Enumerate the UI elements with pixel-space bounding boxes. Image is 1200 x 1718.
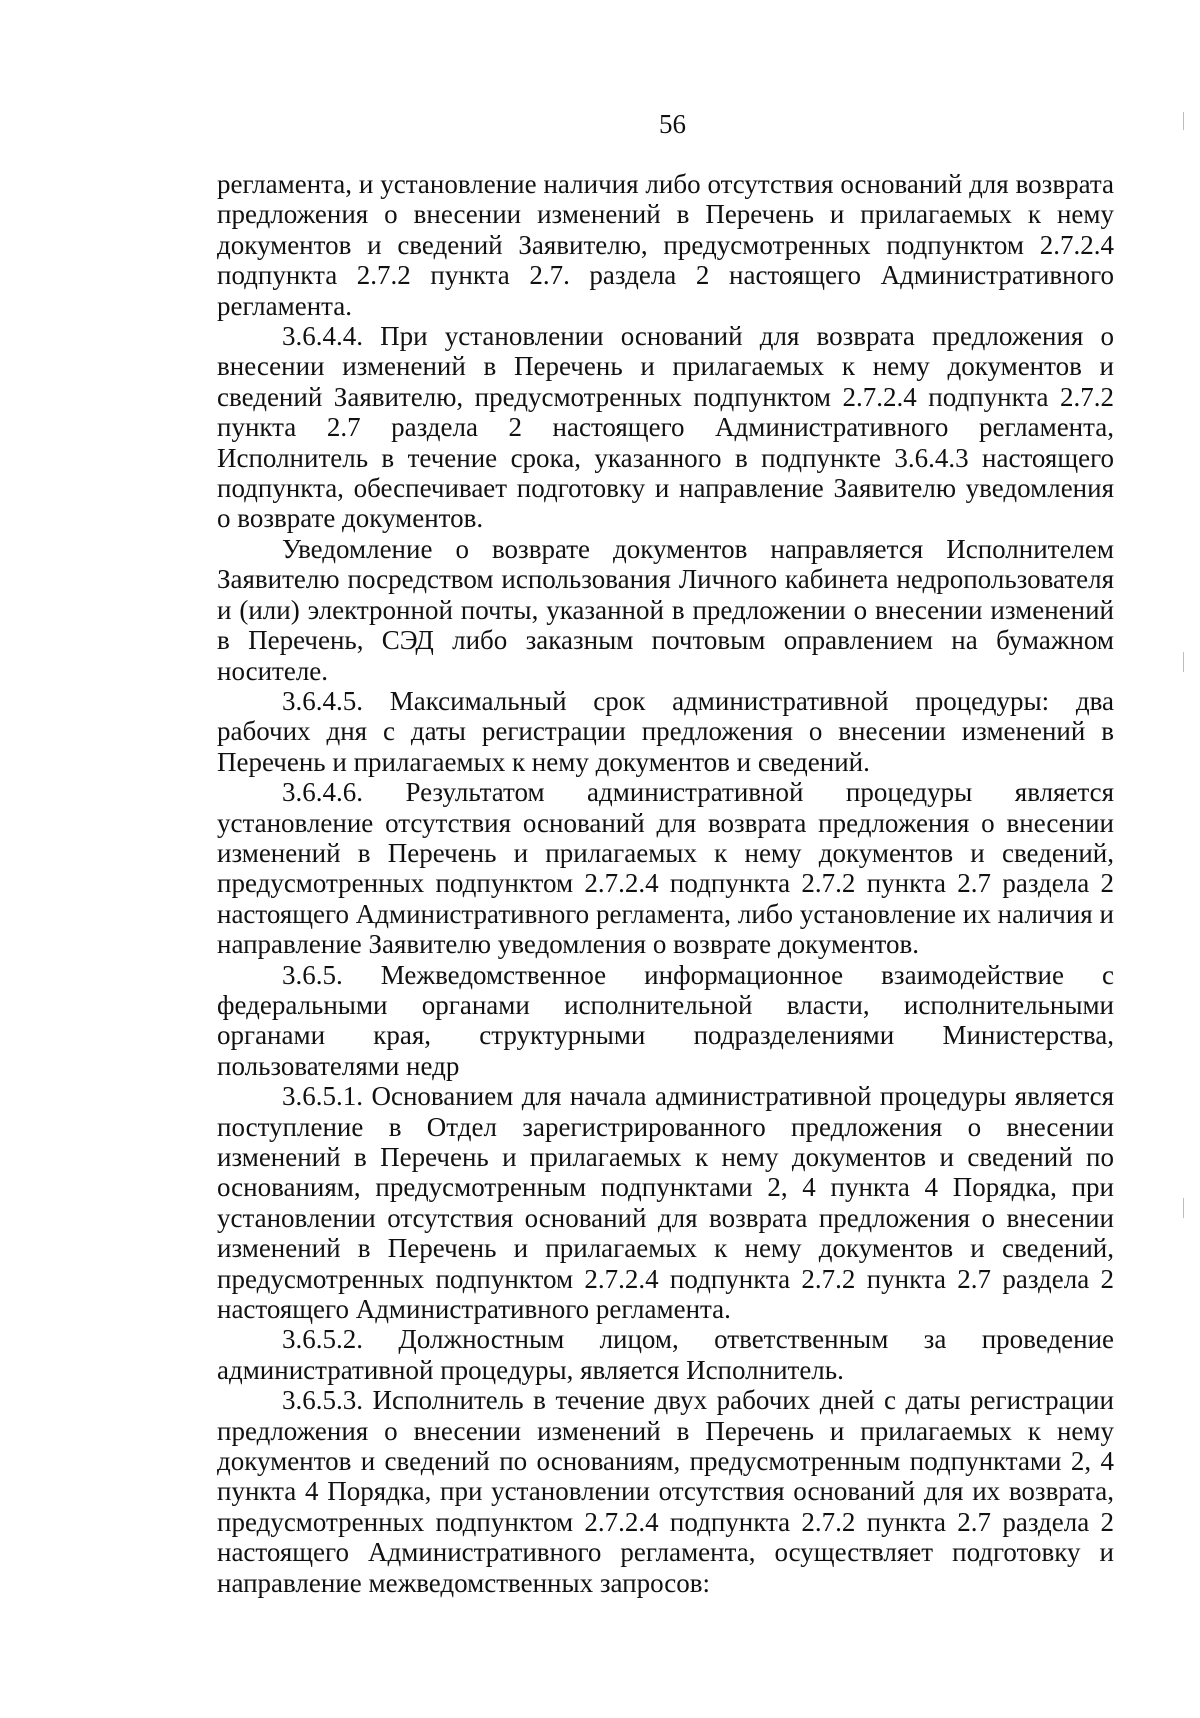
paragraph-3-6-5-1: 3.6.5.1. Основанием для начала административной процедуры является поступление в Отдел зарегистрированного предложения о внесении изменений в Перечень и прилагаемых к нему документов и сведений по основаниям, предусмотренным подпунктами 2, 4 пункта 4 Порядка, при установлении отсутствия оснований для возврата предложения о внесении изменений в Перечень и прилагаемых к нему документов и сведений, предусмотренных подпунктом 2.7.2.4 подпункта 2.7.2 пункта 2.7 раздела 2 настоящего Административного регламента. (217, 1081, 1114, 1325)
paragraph-3-6-5-2: 3.6.5.2. Должностным лицом, ответственным за проведение административной процедуры, является Исполнитель. (217, 1324, 1114, 1385)
paragraph-3-6-4-5: 3.6.4.5. Максимальный срок административной процедуры: два рабочих дня с даты регистрации предложения о внесении изменений в Перечень и прилагаемых к нему документов и сведений. (217, 685, 1114, 777)
paragraph-3-6-4-4: 3.6.4.4. При установлении оснований для возврата предложения о внесении изменений в Перечень и прилагаемых к нему документов и сведений Заявителю, предусмотренных подпунктом 2.7.2.4 подпункта 2.7.2 пункта 2.7 раздела 2 настоящего Административного регламента, Исполнитель в течение срока, указанного в подпункте 3.6.4.3 настоящего подпункта, обеспечивает подготовку и направление Заявителю уведомления о возврате документов. (217, 321, 1114, 534)
scan-mark-top (1183, 112, 1184, 130)
scan-mark-bottom (1183, 1198, 1184, 1218)
paragraph-3-6-5: 3.6.5. Межведомственное информационное взаимодействие с федеральными органами исполнительной власти, исполнительными органами края, структурными подразделениями Министерства, пользователями недр (217, 959, 1114, 1081)
document-body (217, 169, 1114, 1598)
scan-mark-middle (1183, 652, 1184, 672)
page-number: 56 (659, 109, 686, 139)
paragraph-3-6-4-6: 3.6.4.6. Результатом административной процедуры является установление отсутствия оснований для возврата предложения о внесении изменений в Перечень и прилагаемых к нему документов и сведений, предусмотренных подпунктом 2.7.2.4 подпункта 2.7.2 пункта 2.7 раздела 2 настоящего Административного регламента, либо установление их наличия и направление Заявителю уведомления о возврате документов. (217, 777, 1114, 960)
paragraph-3-6-5-3: 3.6.5.3. Исполнитель в течение двух рабочих дней с даты регистрации предложения о внесении изменений в Перечень и прилагаемых к нему документов и сведений по основаниям, предусмотренным подпунктами 2, 4 пункта 4 Порядка, при установлении отсутствия оснований для их возврата, предусмотренных подпунктом 2.7.2.4 подпункта 2.7.2 пункта 2.7 раздела 2 настоящего Административного регламента, осуществляет подготовку и направление межведомственных запросов: (217, 1385, 1114, 1598)
paragraph-continuation: регламента, и установление наличия либо отсутствия оснований для возврата предложения о внесении изменений в Перечень и прилагаемых к нему документов и сведений Заявителю, предусмотренных подпунктом 2.7.2.4 подпункта 2.7.2 пункта 2.7. раздела 2 настоящего Административного регламента. (217, 169, 1114, 321)
paragraph-return-notice: Уведомление о возврате документов направляется Исполнителем Заявителю посредством использования Личного кабинета недропользователя и (или) электронной почты, указанной в предложении о внесении изменений в Перечень, СЭД либо заказным почтовым оправлением на бумажном носителе. (217, 533, 1114, 686)
